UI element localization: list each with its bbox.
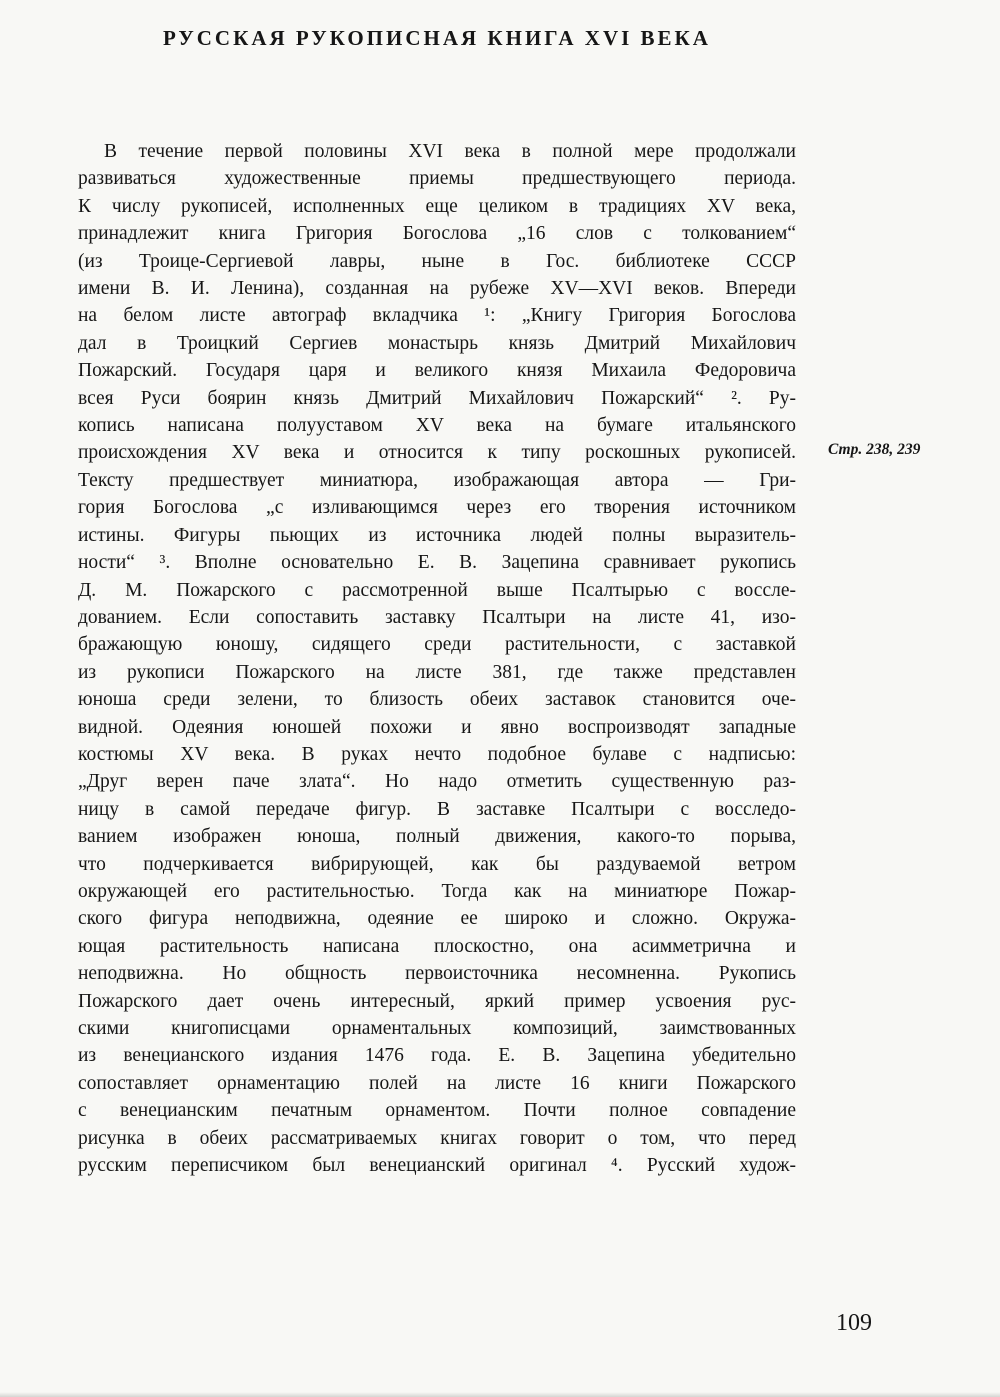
body-line: что подчеркивается вибрирующей, как бы раздуваемой ветром (78, 853, 796, 875)
body-line: бражающую юношу, сидящего среди растительности, с заставкой (78, 634, 796, 656)
body-line: дал в Троицкий Сергиев монастырь князь Дмитрий Михайлович (78, 332, 796, 354)
body-line: Тексту предшествует миниатюра, изображающая автора — Гри- (78, 469, 796, 491)
body-line: на белом листе автограф вкладчика ¹: „Книгу Григория Богослова (78, 305, 796, 327)
body-line: Пожарского дает очень интересный, яркий пример усвоения рус- (78, 990, 796, 1012)
body-line: имени В. И. Ленина), созданная на рубеже XV—XVI веков. Впереди (78, 278, 796, 300)
page-title: РУССКАЯ РУКОПИСНАЯ КНИГА XVI ВЕКА (163, 26, 711, 50)
body-line: копись написана полууставом XV века на бумаге итальянского (78, 415, 796, 437)
body-line: скими книгописцами орнаментальных композиций, заимствованных (78, 1018, 796, 1039)
body-line: из венецианского издания 1476 года. Е. В. Зацепина убедительно (78, 1045, 796, 1067)
body-line: дованием. Если сопоставить заставку Псалтыри на листе 41, изо- (78, 606, 796, 628)
body-line: (из Троице-Сергиевой лавры, ныне в Гос. библиотеке СССР (78, 250, 796, 272)
body-line: истины. Фигуры пьющих из источника людей полны выразитель- (78, 524, 796, 546)
body-line: всея Руси боярин князь Дмитрий Михайлович Пожарский“ ². Ру- (78, 387, 796, 409)
body-line: ющая растительность написана плоскостно, она асимметрична и (78, 935, 796, 957)
body-line: из рукописи Пожарского на листе 381, где также представлен (78, 661, 796, 683)
margin-note: Стр. 238, 239 (828, 441, 921, 458)
body-line: окружающей его растительностью. Тогда как на миниатюре Пожар- (78, 880, 796, 902)
body-line: неподвижна. Но общность первоисточника несомненна. Рукопись (78, 963, 796, 985)
page-number: 109 (836, 1310, 872, 1336)
body-line: видной. Одеяния юношей похожи и явно воспроизводят западные (78, 716, 796, 738)
body-line: ности“ ³. Вполне основательно Е. В. Зацепина сравнивает рукопись (78, 552, 796, 574)
body-line: происхождения XV века и относится к типу роскошных рукописей. (78, 442, 796, 464)
body-line: ницу в самой передаче фигур. В заставке Псалтыри с восследо- (78, 798, 796, 820)
body-line: сопоставляет орнаментацию полей на листе 16 книги Пожарского (78, 1072, 796, 1094)
body-text (78, 138, 796, 1179)
scan-edge (0, 1392, 1000, 1397)
body-line: Пожарский. Государя царя и великого князя Михаила Федоровича (78, 360, 796, 382)
body-line: с венецианским печатным орнаментом. Почти полное совпадение (78, 1100, 796, 1122)
body-line: развиваться художественные приемы предшествующего периода. (78, 168, 796, 190)
body-line: гория Богослова „с изливающимся через его творения источником (78, 497, 796, 519)
body-line: ского фигура неподвижна, одеяние ее широко и сложно. Окружа- (78, 908, 796, 930)
body-line: Д. М. Пожарского с рассмотренной выше Псалтырью с воссле- (78, 579, 796, 601)
body-line: „Друг верен паче злата“. Но надо отметить существенную раз- (78, 771, 796, 793)
body-line: В течение первой половины XVI века в полной мере продолжали (104, 141, 796, 162)
body-line: костюмы XV века. В руках нечто подобное булаве с надписью: (78, 743, 796, 765)
body-line: юноша среди зелени, то близость обеих заставок становится оче- (78, 689, 796, 711)
body-line: принадлежит книга Григория Богослова „16 слов с толкованием“ (78, 223, 796, 245)
body-line: ванием изображен юноша, полный движения, какого-то порыва, (78, 826, 796, 848)
body-line: русским переписчиком был венецианский оригинал ⁴. Русский худож- (78, 1155, 796, 1177)
body-line: К числу рукописей, исполненных еще целиком в традициях XV века, (78, 195, 796, 217)
body-line: рисунка в обеих рассматриваемых книгах говорит о том, что перед (78, 1127, 796, 1149)
